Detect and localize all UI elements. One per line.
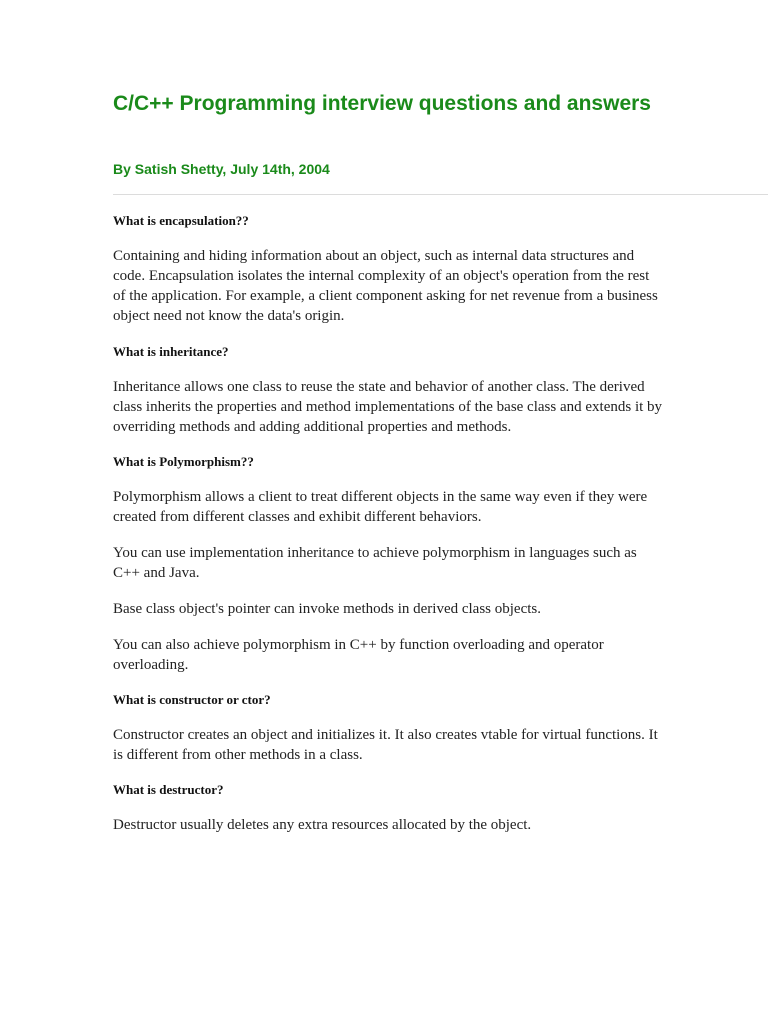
page-title: C/C++ Programming interview questions and answers	[113, 92, 651, 115]
header-divider	[113, 194, 768, 195]
question-heading: What is encapsulation??	[113, 213, 249, 228]
section-inheritance	[113, 343, 663, 437]
article-body	[113, 212, 663, 851]
question-heading: What is Polymorphism??	[113, 454, 254, 469]
question-heading: What is constructor or ctor?	[113, 692, 271, 707]
section-destructor	[113, 781, 663, 835]
question-heading: What is destructor?	[113, 782, 224, 797]
answer-paragraph: Base class object's pointer can invoke methods in derived class objects.	[113, 601, 542, 617]
answer-paragraph: Containing and hiding information about an object, such as internal data structures and code. Encapsulation isolates the internal complexity of an object's operation from the rest of the application. For example, a client component asking for net revenue from a business object need not know the data's origin.	[113, 248, 658, 324]
answer-paragraph: You can also achieve polymorphism in C++ by function overloading and operator overloading.	[113, 637, 604, 673]
author-byline: By Satish Shetty, July 14th, 2004	[113, 161, 330, 177]
section-encapsulation	[113, 212, 663, 326]
answer-paragraph: Inheritance allows one class to reuse the state and behavior of another class. The derived class inherits the properties and method implementations of the base class and extends it by overriding methods and adding additional properties and methods.	[113, 379, 663, 435]
answer-paragraph: Constructor creates an object and initializes it. It also creates vtable for virtual functions. It is different from other methods in a class.	[113, 727, 658, 763]
answer-paragraph: Destructor usually deletes any extra resources allocated by the object.	[113, 817, 532, 833]
question-heading: What is inheritance?	[113, 344, 229, 359]
section-polymorphism	[113, 453, 663, 675]
answer-paragraph: You can use implementation inheritance to achieve polymorphism in languages such as C++ and Java.	[113, 545, 637, 581]
answer-paragraph: Polymorphism allows a client to treat different objects in the same way even if they were created from different classes and exhibit different behaviors.	[113, 489, 648, 525]
section-constructor	[113, 691, 663, 765]
